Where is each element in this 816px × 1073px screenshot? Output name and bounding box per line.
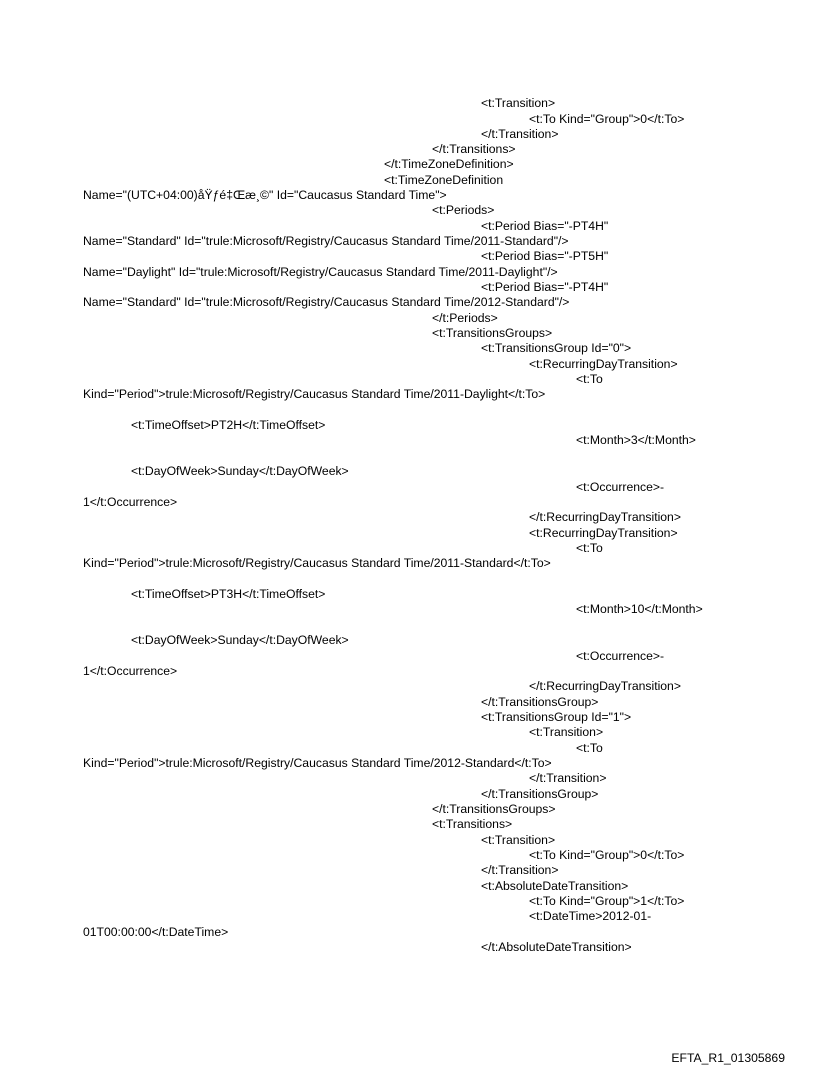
code-line: Name="(UTC+04:00)åŸƒé‡Œæ¸©" Id="Caucasus Standard Time">	[83, 188, 447, 202]
code-line: <t:Month>3</t:Month>	[576, 433, 696, 447]
code-line: <t:TimeZoneDefinition	[384, 173, 504, 187]
code-line: </t:TransitionsGroups>	[432, 802, 556, 816]
code-line: <t:To Kind="Group">1</t:To>	[529, 894, 685, 908]
code-line: <t:AbsoluteDateTransition>	[481, 879, 629, 893]
code-line: <t:TimeOffset>PT3H</t:TimeOffset>	[131, 587, 326, 601]
code-line: </t:Transition>	[481, 863, 559, 877]
code-line: <t:Occurrence>-	[576, 480, 665, 494]
code-line: <t:To Kind="Group">0</t:To>	[529, 848, 685, 862]
code-line: Name="Standard" Id="trule:Microsoft/Registry/Caucasus Standard Time/2012-Standard"/>	[83, 295, 570, 309]
code-line: Name="Daylight" Id="trule:Microsoft/Registry/Caucasus Standard Time/2011-Daylight"/>	[83, 265, 558, 279]
code-line: </t:Periods>	[432, 311, 498, 325]
code-line: <t:TransitionsGroups>	[432, 326, 553, 340]
code-line: </t:RecurringDayTransition>	[529, 510, 681, 524]
code-line: <t:Period Bias="-PT4H"	[481, 219, 609, 233]
code-line: </t:AbsoluteDateTransition>	[481, 940, 632, 954]
code-line: </t:Transition>	[529, 771, 607, 785]
code-line: <t:Occurrence>-	[576, 649, 665, 663]
document-id-footer: EFTA_R1_01305869	[671, 1051, 785, 1065]
code-line: <t:Month>10</t:Month>	[576, 602, 703, 616]
code-line: Kind="Period">trule:Microsoft/Registry/Caucasus Standard Time/2011-Daylight</t:To>	[83, 387, 546, 401]
code-line: <t:To	[576, 741, 603, 755]
code-line: <t:To Kind="Group">0</t:To>	[529, 112, 685, 126]
code-line: <t:Transition>	[481, 833, 556, 847]
code-line: </t:TransitionsGroup>	[481, 695, 599, 709]
code-line: <t:RecurringDayTransition>	[529, 526, 678, 540]
code-line: <t:Transition>	[481, 96, 556, 110]
code-line: <t:Transitions>	[432, 817, 513, 831]
code-line: Kind="Period">trule:Microsoft/Registry/Caucasus Standard Time/2012-Standard</t:To>	[83, 756, 552, 770]
code-line: <t:TransitionsGroup Id="1">	[481, 710, 632, 724]
code-line: </t:Transition>	[481, 127, 559, 141]
code-line: </t:RecurringDayTransition>	[529, 679, 681, 693]
code-line: <t:To	[576, 372, 603, 386]
code-line: <t:TransitionsGroup Id="0">	[481, 341, 632, 355]
code-line: <t:Periods>	[432, 203, 495, 217]
code-line: </t:TransitionsGroup>	[481, 787, 599, 801]
code-line: </t:Transitions>	[432, 142, 516, 156]
code-line: <t:DateTime>2012-01-	[529, 909, 652, 923]
code-line: Name="Standard" Id="trule:Microsoft/Registry/Caucasus Standard Time/2011-Standard"/>	[83, 234, 569, 248]
code-line: 01T00:00:00</t:DateTime>	[83, 925, 229, 939]
code-line: <t:Period Bias="-PT5H"	[481, 249, 609, 263]
code-line: 1</t:Occurrence>	[83, 664, 178, 678]
code-line: <t:RecurringDayTransition>	[529, 357, 678, 371]
code-line: <t:To	[576, 541, 603, 555]
code-line: <t:Transition>	[529, 725, 604, 739]
code-line: <t:Period Bias="-PT4H"	[481, 280, 609, 294]
code-line: <t:DayOfWeek>Sunday</t:DayOfWeek>	[131, 464, 349, 478]
code-line: Kind="Period">trule:Microsoft/Registry/Caucasus Standard Time/2011-Standard</t:To>	[83, 556, 551, 570]
code-line: <t:DayOfWeek>Sunday</t:DayOfWeek>	[131, 633, 349, 647]
code-line: </t:TimeZoneDefinition>	[384, 157, 514, 171]
code-line: <t:TimeOffset>PT2H</t:TimeOffset>	[131, 418, 326, 432]
code-line: 1</t:Occurrence>	[83, 495, 178, 509]
